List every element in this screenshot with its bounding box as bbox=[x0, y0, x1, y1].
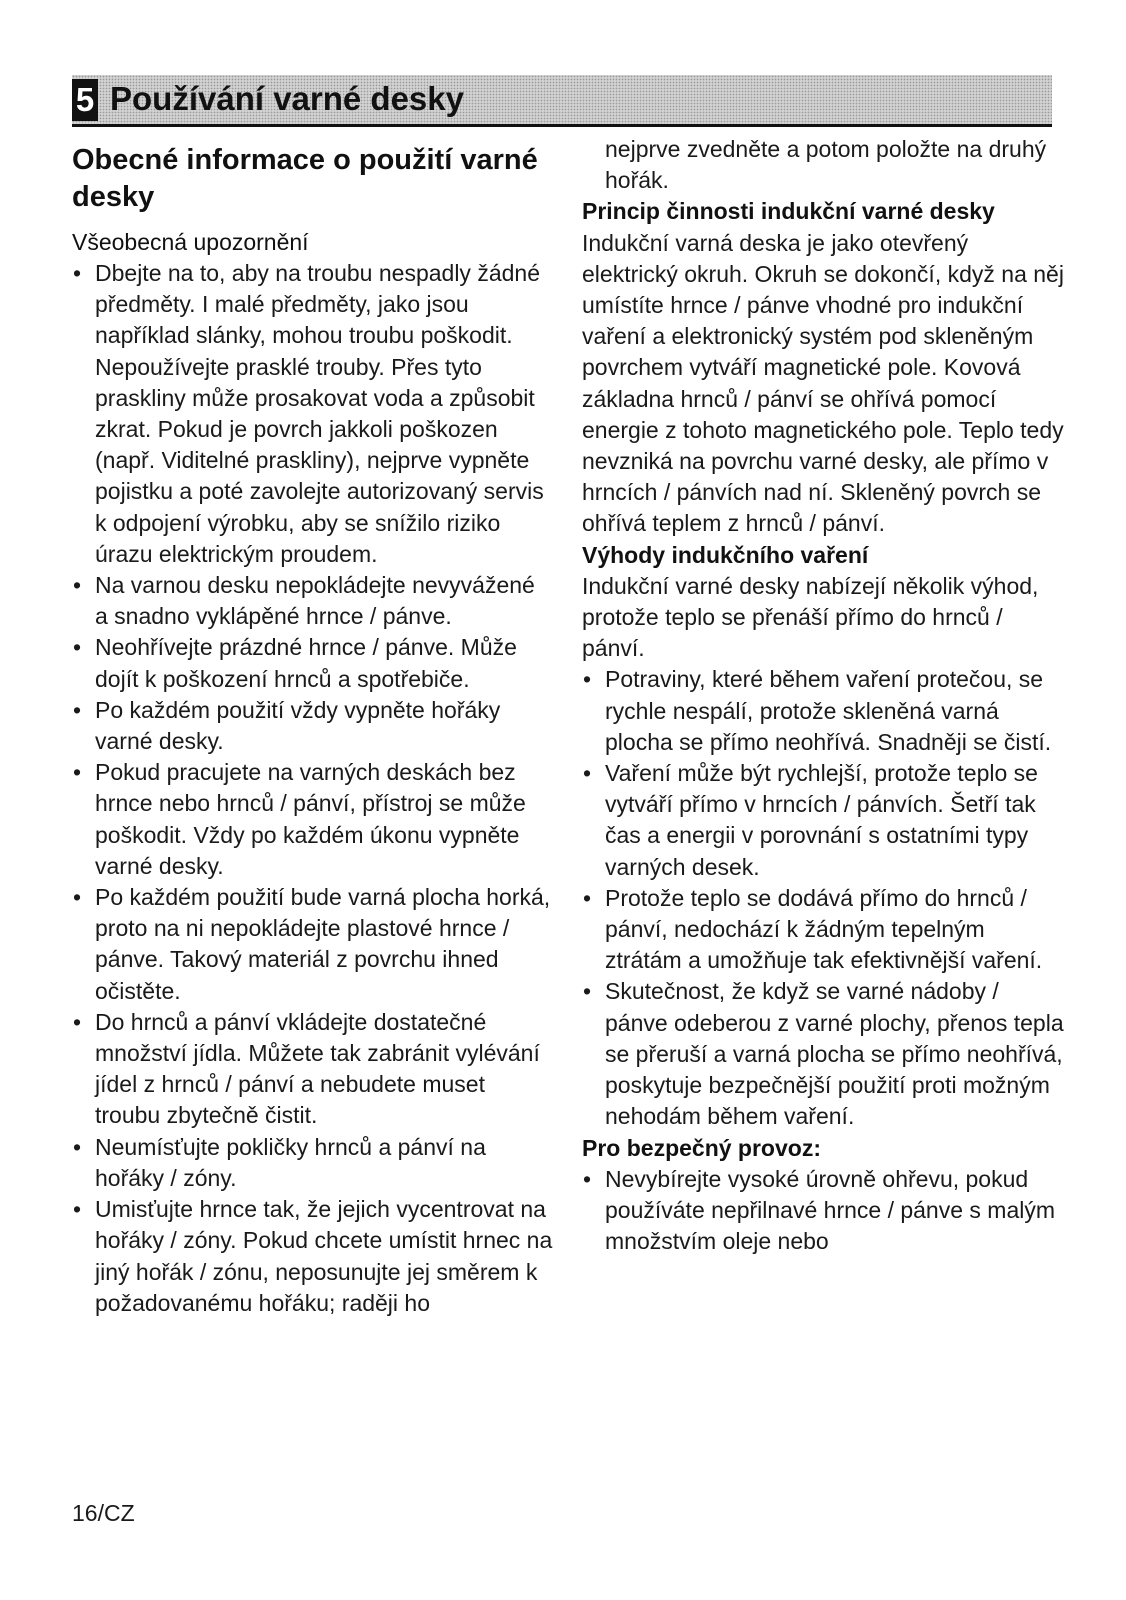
list-item: • Neumísťujte pokličky hrnců a pánví na hořáky / zóny. bbox=[72, 1132, 554, 1194]
general-warnings-subheading: Všeobecná upozornění bbox=[72, 229, 309, 255]
warnings-list bbox=[72, 258, 554, 1319]
list-item: • Protože teplo se dodává přímo do hrnců / pánví, nedochází k žádným tepelným ztrátám a umožňuje tak efektivnější vaření. bbox=[582, 883, 1064, 977]
list-item: • Skutečnost, že když se varné nádoby / pánve odeberou z varné plochy, přenos tepla se přeruší a varná plocha se přímo neohřívá, poskytuje bezpečnější použití proti možným nehodám během vaření. bbox=[582, 976, 1064, 1132]
list-item: • Pokud pracujete na varných deskách bez hrnce nebo hrnců / pánví, přístroj se může poškodit. Vždy po každém úkonu vypněte varné desky. bbox=[72, 757, 554, 882]
left-heading: Obecné informace o použití varné desky bbox=[72, 144, 538, 213]
section-title: Používání varné desky bbox=[110, 80, 464, 117]
advantages-heading: Výhody indukčního vaření bbox=[582, 541, 869, 568]
list-item: • Nevybírejte vysoké úrovně ohřevu, pokud používáte nepřilnavé hrnce / pánve s malým množstvím oleje nebo bbox=[582, 1164, 1064, 1258]
list-item: • Neohřívejte prázdné hrnce / pánve. Může dojít k poškození hrnců a spotřebiče. bbox=[72, 632, 554, 694]
list-item: • Po každém použití vždy vypněte hořáky varné desky. bbox=[72, 695, 554, 757]
list-item: • Do hrnců a pánví vkládejte dostatečné množství jídla. Můžete tak zabránit vylévání jídel z hrnců / pánví a nebudete muset troubu zbytečně čistit. bbox=[72, 1007, 554, 1132]
list-item: • Potraviny, které během vaření protečou, se rychle nespálí, protože skleněná varná plocha se přímo neohřívá. Snadněji se čistí. bbox=[582, 664, 1064, 758]
left-column bbox=[72, 134, 554, 1319]
list-item: • Vaření může být rychlejší, protože teplo se vytváří přímo v hrncích / pánvích. Šetří tak čas a energii v porovnání s ostatními typy varných desek. bbox=[582, 758, 1064, 883]
principle-heading: Princip činnosti indukční varné desky bbox=[582, 198, 995, 225]
list-item: • Po každém použití bude varná plocha horká, proto na ni nepokládejte plastové hrnce / pánve. Takový materiál z povrchu ihned očistěte. bbox=[72, 882, 554, 1007]
section-number: 5 bbox=[72, 79, 98, 121]
continued-text: nejprve zvedněte a potom položte na druhý hořák. bbox=[605, 136, 1047, 194]
principle-paragraph: Indukční varná deska je jako otevřený elektrický okruh. Okruh se dokončí, když na něj umístíte hrnce / pánve vhodné pro indukční vaření a elektronický systém pod skleněným povrchem vytváří magnetické pole. Kovová základna hrnců / pánví se ohřívá pomocí energie z tohoto magnetického pole. Teplo tedy nevzniká na povrchu varné desky, ale přímo v hrncích / pánvích nad ní. Skleněný povrch se ohřívá teplem z hrnců / pánví. bbox=[582, 229, 1064, 537]
safety-heading: Pro bezpečný provoz: bbox=[582, 1134, 821, 1161]
right-column bbox=[582, 134, 1064, 1257]
list-item: • Umisťujte hrnce tak, že jejich vycentrovat na hořáky / zóny. Pokud chcete umístit hrnec na jiný hořák / zónu, neposunujte jej směrem k požadovanému hořáku; raději ho bbox=[72, 1194, 554, 1319]
list-item: • Na varnou desku nepokládejte nevyvážené a snadno vyklápěné hrnce / pánve. bbox=[72, 570, 554, 632]
advantages-paragraph: Indukční varné desky nabízejí několik výhod, protože teplo se přenáší přímo do hrnců / pánví. bbox=[582, 572, 1039, 662]
advantages-list bbox=[582, 664, 1064, 1132]
section-banner-rule bbox=[72, 124, 1052, 127]
list-item: • Dbejte na to, aby na troubu nespadly žádné předměty. I malé předměty, jako jsou například slánky, mohou troubu poškodit. Nepoužívejte prasklé trouby. Přes tyto praskliny může prosakovat voda a způsobit zkrat. Pokud je povrch jakkoli poškozen (např. Viditelné praskliny), nejprve vypněte pojistku a poté zavolejte autorizovaný servis k odpojení výrobku, aby se snížilo riziko úrazu elektrickým proudem. bbox=[72, 258, 554, 570]
safety-list bbox=[582, 1164, 1064, 1258]
page-number: 16/CZ bbox=[72, 1500, 135, 1526]
